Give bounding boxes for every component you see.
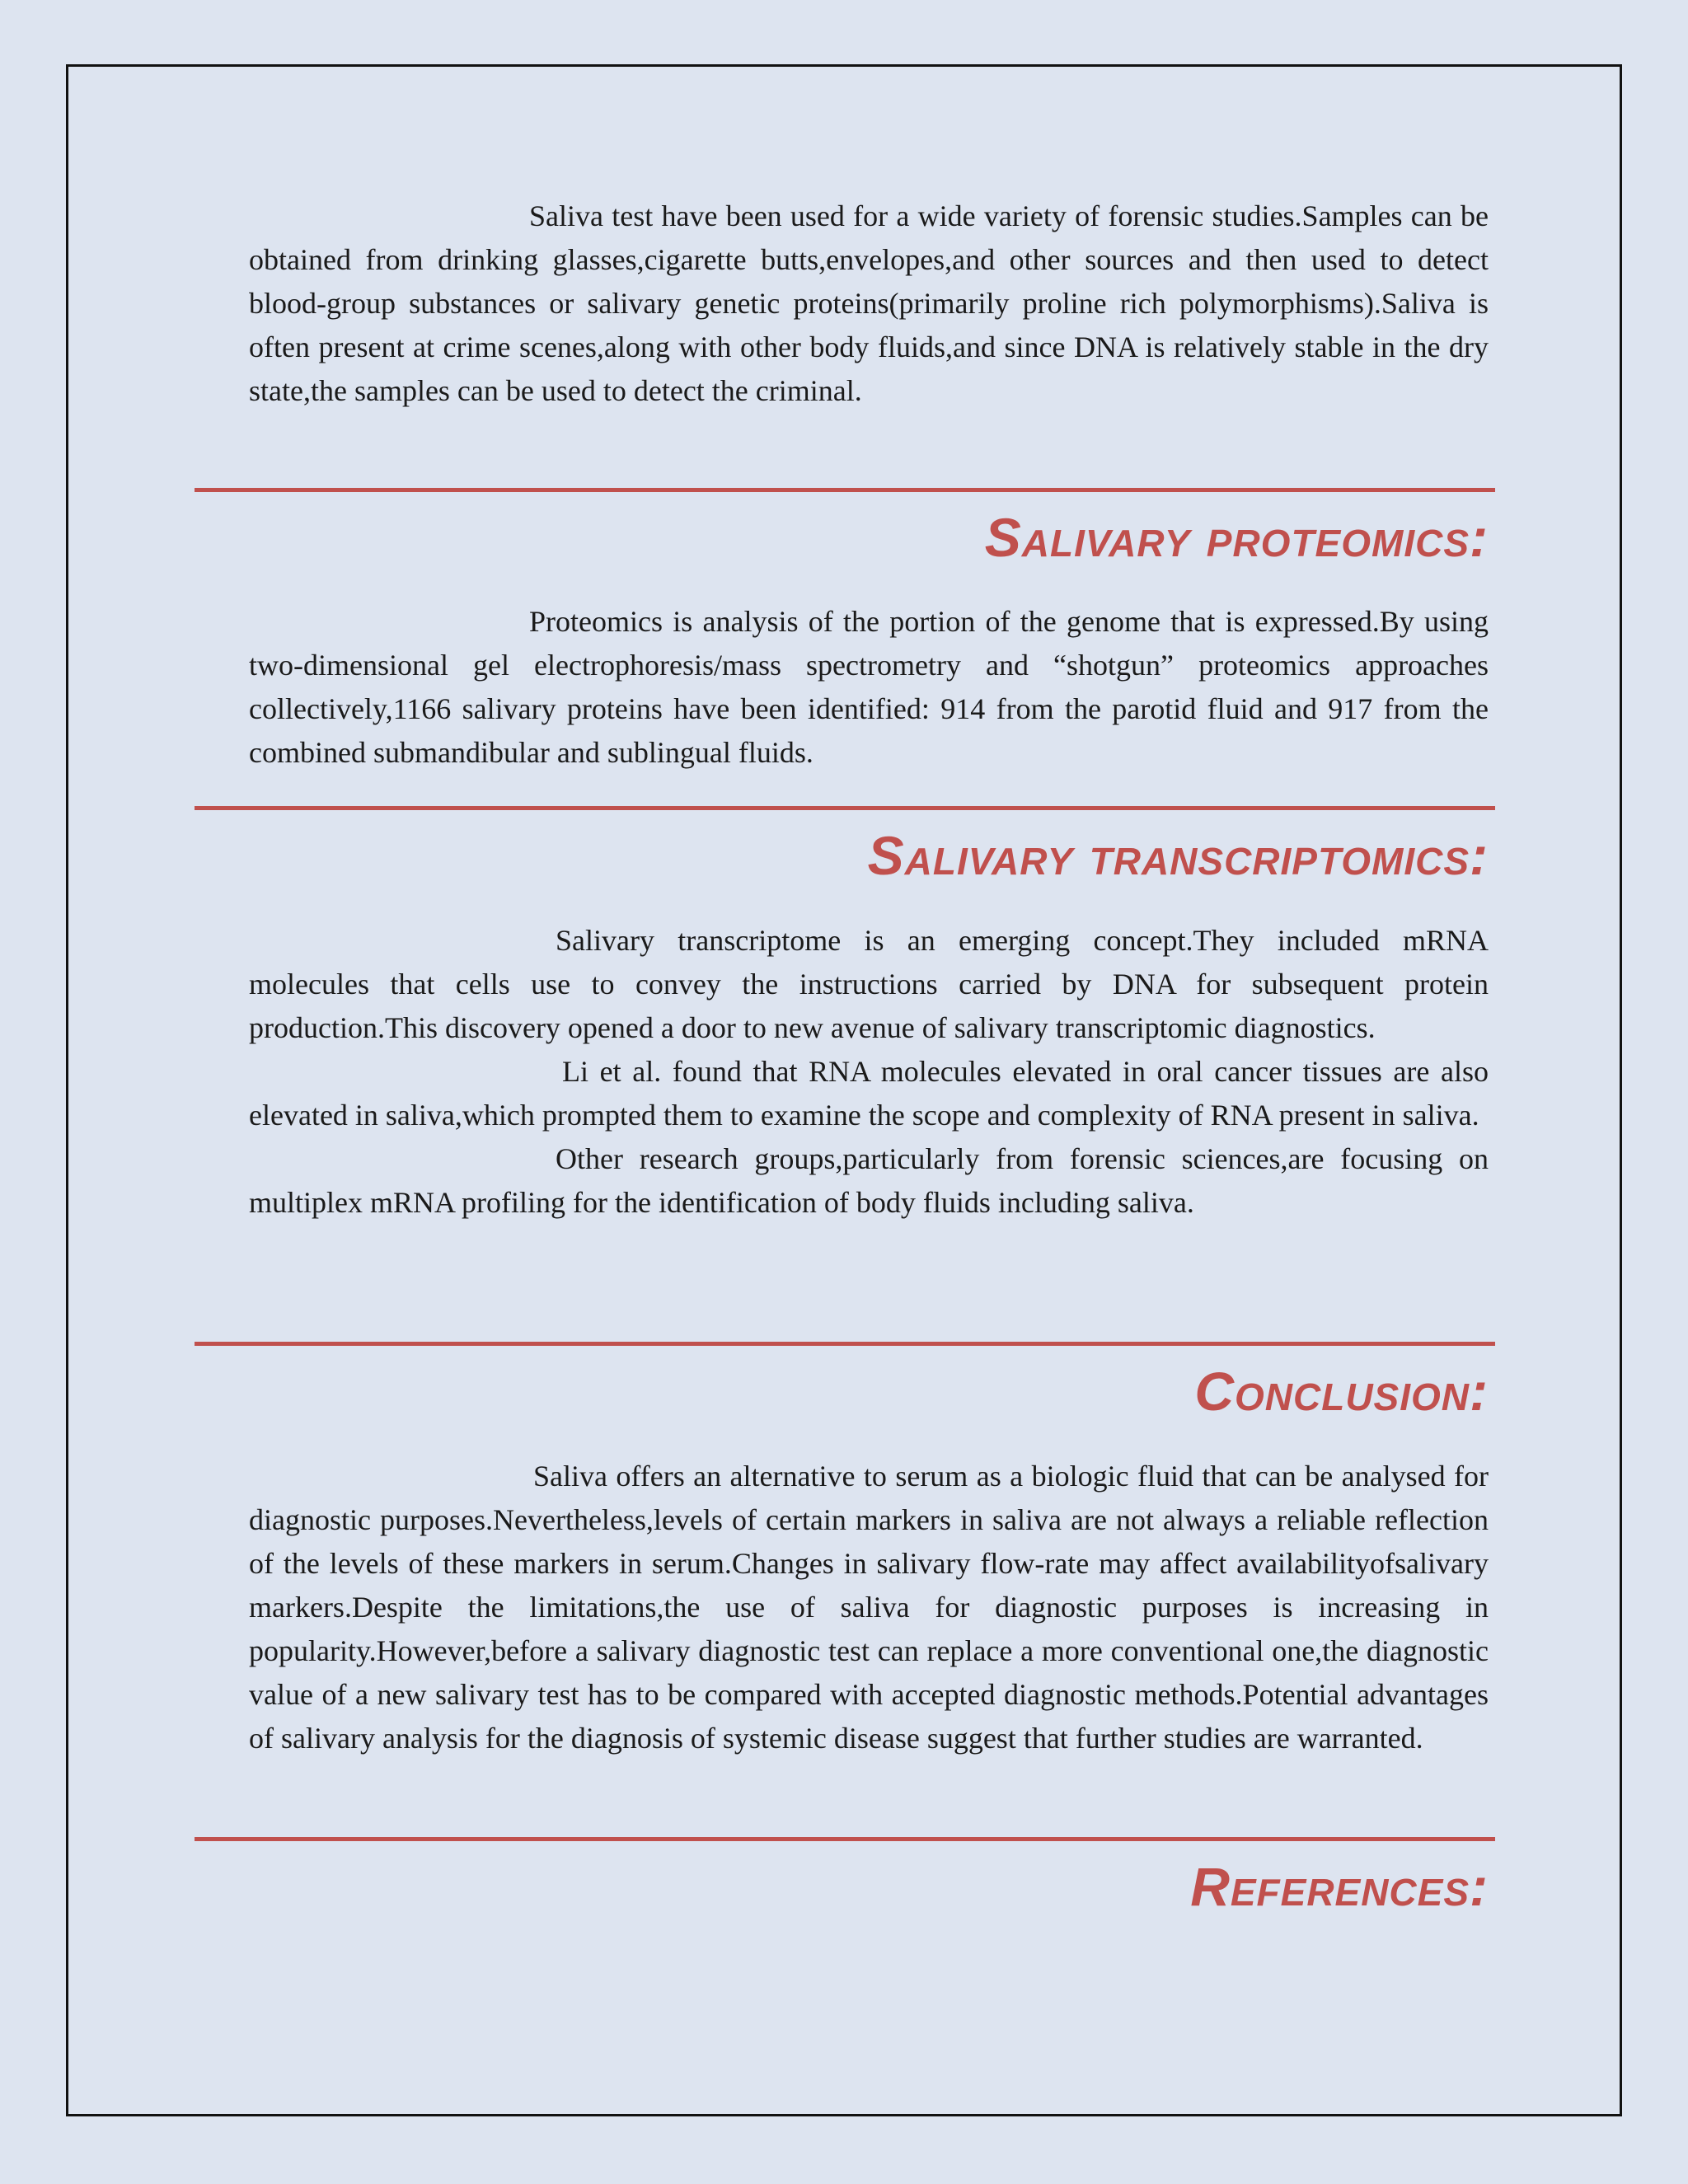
conclusion-heading: Conclusion: (1194, 1361, 1489, 1422)
section-divider (195, 806, 1495, 810)
conclusion-section (249, 1455, 1489, 1760)
section-divider (195, 488, 1495, 492)
intro-section (249, 194, 1489, 413)
conclusion-paragraph: Saliva offers an alternative to serum as a biologic fluid that can be analysed for diagnostic purposes.Nevertheless,levels of certain markers in saliva are not always a reliable reflection of the levels of these markers in serum.Changes in salivary flow-rate may affect availabilityofsalivary markers.Despite the limitations,the use of saliva for diagnostic purposes is increasing in popularity.However,before a salivary diagnostic test can replace a more conventional one,the diagnostic value of a new salivary test has to be compared with accepted diagnostic methods.Potential advantages of salivary analysis for the diagnosis of systemic disease suggest that further studies are warranted. (249, 1460, 1489, 1755)
transcriptomics-heading: Salivary transcriptomics: (867, 825, 1489, 886)
transcriptomics-paragraph-2: Li et al. found that RNA molecules elevated in oral cancer tissues are also elevated in saliva,which prompted them to examine the scope and complexity of RNA present in saliva. (249, 1055, 1489, 1132)
proteomics-heading: Salivary proteomics: (984, 507, 1489, 568)
intro-paragraph: Saliva test have been used for a wide variety of forensic studies.Samples can be obtained from drinking glasses,cigarette butts,envelopes,and other sources and then used to detect blood-group substances or salivary genetic proteins(primarily proline rich polymorphisms).Saliva is often present at crime scenes,along with other body fluids,and since DNA is relatively stable in the dry state,the samples can be used to detect the criminal. (249, 199, 1489, 407)
transcriptomics-paragraph-1: Salivary transcriptome is an emerging concept.They included mRNA molecules that cells use to convey the instructions carried by DNA for subsequent protein production.This discovery opened a door to new avenue of salivary transcriptomic diagnostics. (249, 924, 1489, 1044)
proteomics-paragraph: Proteomics is analysis of the portion of the genome that is expressed.By using two-dimensional gel electrophoresis/mass spectrometry and “shotgun” proteomics approaches collectively,1166 salivary proteins have been identified: 914 from the parotid fluid and 917 from the combined submandibular and sublingual fluids. (249, 605, 1489, 769)
proteomics-section (249, 600, 1489, 775)
section-divider (195, 1342, 1495, 1346)
section-divider (195, 1837, 1495, 1841)
transcriptomics-paragraph-3: Other research groups,particularly from forensic sciences,are focusing on multiplex mRNA profiling for the identification of body fluids including saliva. (249, 1142, 1489, 1219)
references-heading: References: (1190, 1856, 1489, 1917)
transcriptomics-section (249, 919, 1489, 1225)
